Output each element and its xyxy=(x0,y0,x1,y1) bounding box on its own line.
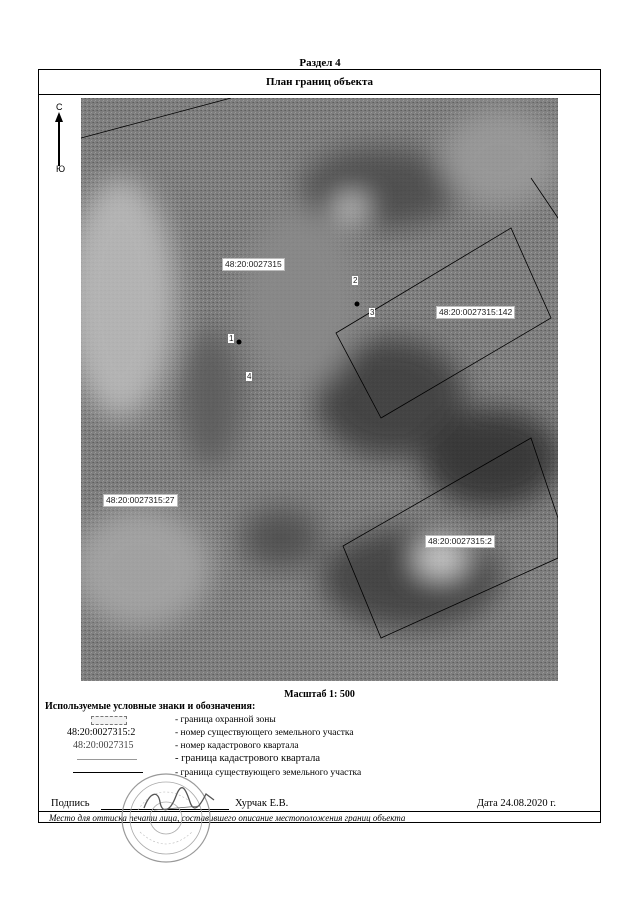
point-label-2: 2 xyxy=(353,276,358,285)
legend-item-quarter-number: 48:20:0027315 - номер кадастрового квартала xyxy=(73,740,299,751)
handwritten-signature-icon xyxy=(140,786,220,816)
parcel-2-label: 48:20:0027315:2 xyxy=(425,535,495,548)
stamp-footnote: Место для оттиска печати лица, составившего описание местоположения границ объекта xyxy=(39,811,600,824)
compass-north: С xyxy=(56,102,63,112)
legend-item-protection-zone: - граница охранной зоны xyxy=(39,714,600,726)
document-frame xyxy=(38,69,601,823)
compass xyxy=(53,102,73,252)
legend-item-parcel-number: 48:20:0027315:2 - номер существующего земельного участка xyxy=(67,727,354,738)
plan-header: План границ объекта xyxy=(39,70,600,95)
protection-zone-symbol xyxy=(91,716,127,725)
aerial-map xyxy=(81,98,558,681)
aerial-photo-background xyxy=(81,98,558,681)
signature-date: Дата 24.08.2020 г. xyxy=(476,798,556,809)
section-title: Раздел 4 xyxy=(299,57,341,69)
parcel-142-label: 48:20:0027315:142 xyxy=(436,306,515,319)
object-point-1 xyxy=(237,340,242,345)
legend-item-quarter-boundary: - граница кадастрового квартала xyxy=(39,753,600,765)
point-label-4: 4 xyxy=(247,372,252,381)
map-scale: Масштаб 1: 500 xyxy=(284,689,355,700)
point-label-1: 1 xyxy=(229,334,234,343)
object-point-2 xyxy=(355,302,360,307)
legend-title: Используемые условные знаки и обозначения: xyxy=(45,701,256,712)
point-label-3: 3 xyxy=(370,308,375,317)
signer-name: Хурчак Е.В. xyxy=(235,798,289,809)
quarter-boundary-symbol xyxy=(77,759,137,760)
compass-south: Ю xyxy=(56,164,66,174)
seal-stamp-icon xyxy=(118,770,214,866)
signature-label: Подпись xyxy=(51,798,90,809)
compass-arrow-icon xyxy=(53,112,73,172)
quarter-label: 48:20:0027315 xyxy=(222,258,285,271)
legend-item-parcel-boundary: - граница существующего земельного участка xyxy=(39,767,600,779)
parcel-27-label: 48:20:0027315:27 xyxy=(103,494,178,507)
